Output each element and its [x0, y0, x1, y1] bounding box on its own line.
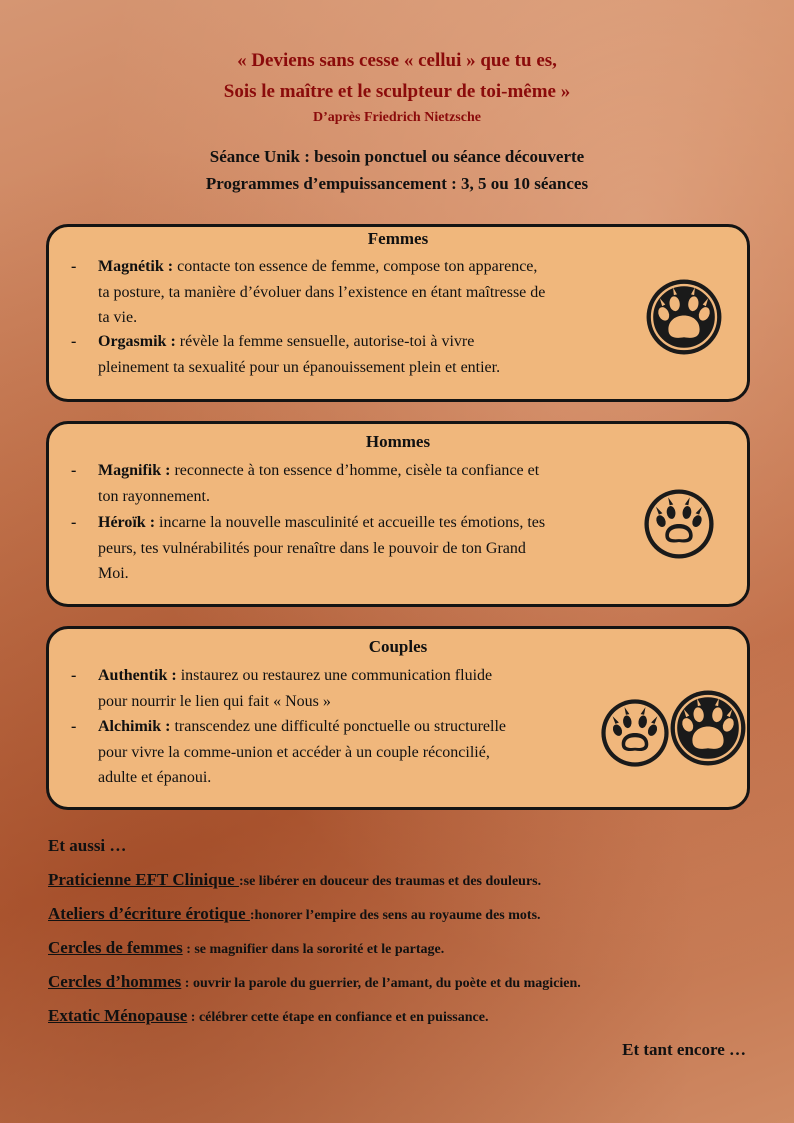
extra-lead: Extatic Ménopause [48, 1006, 188, 1025]
extra-cercles-hommes [48, 972, 581, 992]
quote-line-1: « Deviens sans cesse « cellui » que tu es, [237, 50, 557, 71]
couples-box [46, 626, 750, 810]
bullet-dash: - [71, 718, 77, 735]
extra-rest: :se libérer en douceur des traumas et des douleurs. [238, 874, 542, 889]
extra-lead: Cercles d’hommes [48, 972, 182, 991]
item-text-line: ton rayonnement. [98, 487, 210, 505]
hommes-box [46, 421, 750, 607]
femmes-box [46, 224, 750, 402]
item-text-line: pour nourrir le lien qui fait « Nous » [98, 692, 331, 710]
item-name: Orgasmik : [98, 333, 176, 350]
item-text-line: ta vie. [98, 309, 138, 326]
quote-author: D’après Friedrich Nietzsche [313, 110, 481, 125]
extra-menopause [48, 1006, 488, 1026]
item-name: Alchimik : [98, 718, 171, 735]
item-name: Authentik : [98, 667, 177, 684]
extra-eft [48, 870, 541, 890]
extra-lead: Cercles de femmes [48, 938, 183, 957]
item-text-line: pleinement ta sexualité pour un épanouissement plein et entier. [98, 358, 501, 376]
item-text-line: instaurez ou restaurez une communication fluide [180, 667, 493, 684]
paw-light-icon [600, 698, 670, 768]
item-text-line: révèle la femme sensuelle, autorise-toi à vivre [179, 333, 475, 350]
item-name: Magnifik : [98, 462, 171, 479]
extra-cercles-femmes [48, 938, 444, 958]
paw-dark-icon [645, 278, 723, 356]
item-text-line: Moi. [98, 565, 129, 582]
extra-lead: Ateliers d’écriture érotique [48, 904, 250, 923]
paw-light-icon [643, 488, 715, 560]
item-text-line: incarne la nouvelle masculinité et accueille tes émotions, tes [159, 514, 546, 531]
item-name: Magnétik : [98, 258, 174, 275]
bullet-dash: - [71, 667, 77, 684]
closing-text: Et tant encore … [622, 1040, 746, 1059]
extra-rest: :honorer l’empire des sens au royaume des mots. [249, 908, 541, 923]
item-text-line: transcendez une difficulté ponctuelle ou structurelle [174, 718, 507, 735]
couples-title: Couples [368, 637, 428, 656]
extra-ateliers [48, 904, 541, 924]
extras-title: Et aussi … [48, 836, 127, 855]
quote-line-2: Sois le maître et le sculpteur de toi-même » [223, 81, 571, 102]
bullet-dash: - [71, 514, 77, 531]
extra-rest: : ouvrir la parole du guerrier, de l’amant, du poète et du magicien. [181, 976, 581, 991]
bullet-dash: - [71, 462, 77, 479]
item-text-line: ta posture, ta manière d’évoluer dans l’existence en étant maîtresse de [98, 283, 546, 301]
item-text-line: pour vivre la comme-union et accéder à un couple réconcilié, [98, 743, 490, 761]
item-text-line: adulte et épanoui. [98, 769, 212, 786]
extra-rest: : célébrer cette étape en confiance et en puissance. [187, 1010, 489, 1025]
item-text-line: peurs, tes vulnérabilités pour renaître dans le pouvoir de ton Grand [98, 539, 526, 557]
session-unik: Séance Unik : besoin ponctuel ou séance découverte [209, 147, 585, 166]
paw-dark-icon [669, 689, 747, 767]
hommes-title: Hommes [365, 432, 431, 451]
item-name: Héroïk : [98, 514, 156, 531]
bullet-dash: - [71, 333, 77, 350]
session-programmes: Programmes d’empuissancement : 3, 5 ou 10 séances [205, 174, 589, 193]
extra-lead: Praticienne EFT Clinique [48, 870, 239, 889]
extra-rest: : se magnifier dans la sororité et le partage. [182, 942, 445, 957]
item-text-line: contacte ton essence de femme, compose ton apparence, [177, 258, 538, 275]
item-text-line: reconnecte à ton essence d’homme, cisèle ta confiance et [174, 462, 540, 479]
femmes-title: Femmes [367, 229, 429, 248]
bullet-dash: - [71, 258, 77, 275]
